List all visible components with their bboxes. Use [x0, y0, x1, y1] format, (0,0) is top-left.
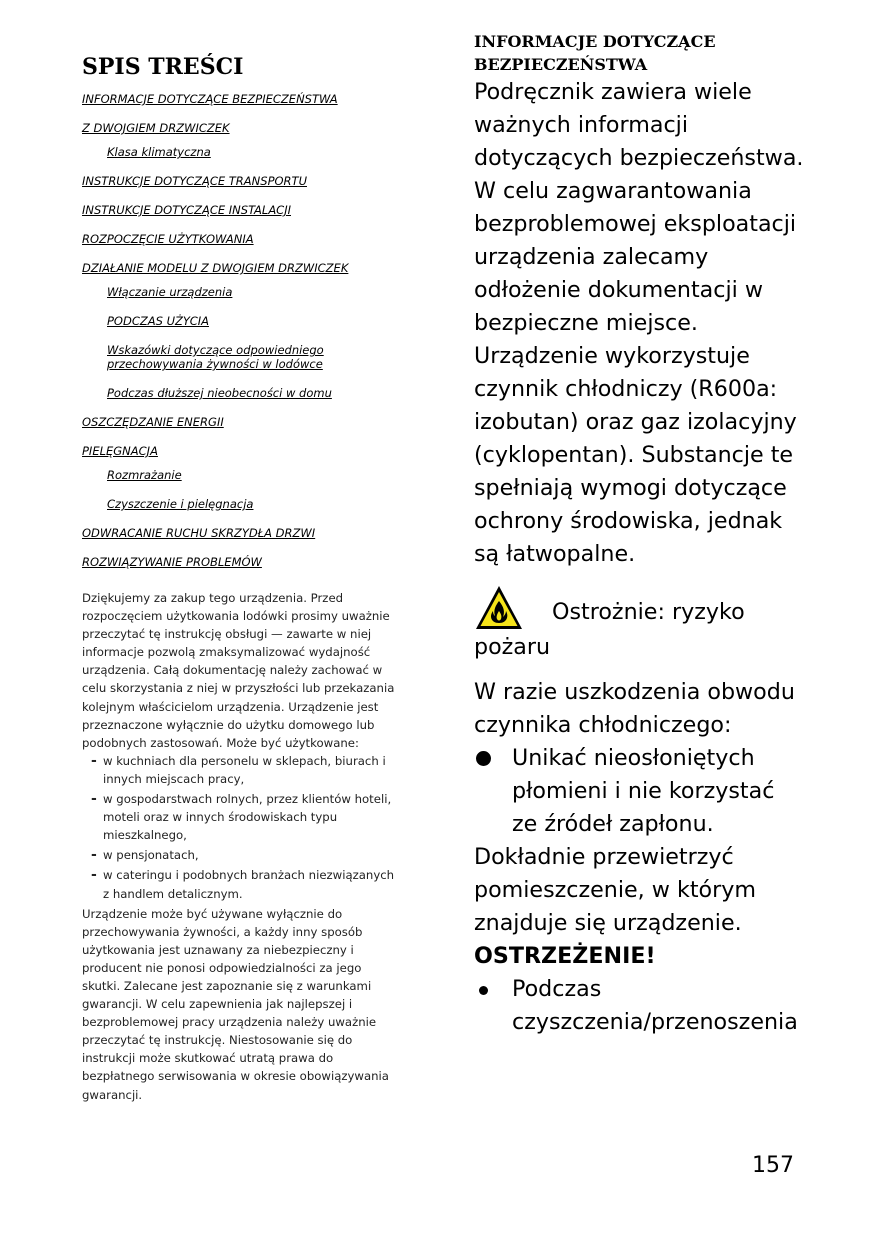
toc-link-transport[interactable]: INSTRUKCJE DOTYCZĄCE TRANSPORTU — [82, 174, 307, 188]
toc-link-cleaning[interactable]: Czyszczenie i pielęgnacja — [107, 497, 254, 511]
intro-paragraph-2: Urządzenie może być używane wyłącznie do przechowywania żywności, a każdy inny sposób użytkowania jest uznawany za niebezpieczny i producent nie ponosi odpowiedzialności za jego skutki. Zalecane jest zapoznanie się z warunkami gwarancji. W celu zapewnienia jak najlepszej i bezproblemowej pracy urządzenia należy uważnie przeczytać tę instrukcję. Niestosowanie się do instrukcji może skutkować utratą prawa do bezpłatnego serwisowania w okresie obowiązywania gwarancji. — [82, 906, 389, 1102]
toc-link-during-use[interactable]: PODCZAS UŻYCIA — [107, 314, 209, 328]
toc-link-getting-started[interactable]: ROZPOCZĘCIE UŻYTKOWANIA — [82, 232, 254, 246]
toc-link-care[interactable]: PIELĘGNACJA — [82, 444, 158, 458]
warning-title: OSTRZEŻENIE! — [474, 943, 656, 969]
warning-label-tail: pożaru — [474, 634, 551, 660]
bullet-icon — [479, 986, 488, 995]
list-item: - w pensjonatach, — [91, 847, 199, 864]
list-item: - w cateringu i podobnych branżach niezwiązanych z handlem detalicznym. — [91, 867, 395, 901]
safety-paragraph: Podręcznik zawiera wiele ważnych informacji dotyczących bezpieczeństwa. W celu zagwarantowania bezproblemowej eksploatacji urządzenia zalecamy odłożenie dokumentacji w bezpieczne miejsce. — [474, 79, 804, 336]
ventilate-paragraph: Dokładnie przewietrzyć pomieszczenie, w którym znajduje się urządzenie. — [474, 844, 756, 936]
toc-link-switching-on[interactable]: Włączanie urządzenia — [107, 285, 233, 299]
bullet-icon — [476, 751, 491, 766]
warning-label: Ostrożnie: ryzyko — [552, 599, 745, 625]
toc-link-energy-saving[interactable]: OSZCZĘDZANIE ENERGII — [82, 415, 224, 429]
toc-link-door-reversal[interactable]: ODWRACANIE RUCHU SKRZYDŁA DRZWI — [82, 526, 316, 540]
page-number: 157 — [752, 1153, 794, 1178]
list-item: Podczas czyszczenia/przenoszenia — [474, 973, 804, 1039]
safety-heading: INFORMACJE DOTYCZĄCE BEZPIECZEŃSTWA — [474, 32, 716, 74]
flammable-warning-icon — [474, 584, 524, 632]
toc-link-climate-class[interactable]: Klasa klimatyczna — [107, 145, 211, 159]
fire-warning — [474, 584, 804, 631]
list-item: - w gospodarstwach rolnych, przez klientów hoteli, moteli oraz w innych środowiskach typu mieszkalnego, — [91, 791, 392, 843]
usage-list — [82, 752, 400, 903]
toc-link-long-absence[interactable]: Podczas dłuższej nieobecności w domu — [107, 386, 332, 400]
intro-text — [82, 589, 400, 1104]
right-column — [474, 30, 804, 1039]
damage-paragraph: W razie uszkodzenia obwodu czynnika chłodniczego: — [474, 679, 795, 738]
toc-link-food-storage-tips[interactable]: Wskazówki dotyczące odpowiedniego przechowywania żywności w lodówce — [107, 343, 324, 371]
list-item: Unikać nieosłoniętych płomieni i nie korzystać ze źródeł zapłonu. — [474, 742, 804, 841]
toc-link-defrosting[interactable]: Rozmrażanie — [107, 468, 182, 482]
toc-link-safety[interactable]: INFORMACJE DOTYCZĄCE BEZPIECZEŃSTWA — [82, 92, 338, 106]
refrigerant-paragraph: Urządzenie wykorzystuje czynnik chłodniczy (R600a: izobutan) oraz gaz izolacyjny (cyklopentan). Substancje te spełniają wymogi dotyczące ochrony środowiska, jednak są łatwopalne. — [474, 343, 797, 567]
left-column — [82, 52, 400, 1104]
toc-link-two-door-operation[interactable]: DZIAŁANIE MODELU Z DWOJGIEM DRZWICZEK — [82, 261, 349, 275]
table-of-contents — [82, 92, 400, 569]
toc-link-two-door[interactable]: Z DWOJGIEM DRZWICZEK — [82, 121, 230, 135]
list-item: - w kuchniach dla personelu w sklepach, biurach i innych miejscach pracy, — [91, 752, 386, 786]
intro-paragraph: Dziękujemy za zakup tego urządzenia. Przed rozpoczęciem użytkowania lodówki prosimy uważnie przeczytać tę instrukcję obsługi — zawarte w niej informacje pozwolą zmaksymalizować wydajność urządzenia. Całą dokumentację należy zachować w celu skorzystania z niej w przyszłości lub przekazania kolejnym właścicielom urządzenia. Urządzenie jest przeznaczone wyłącznie do użytku domowego lub podobnych zastosowań. Może być użytkowane: — [82, 591, 395, 750]
toc-link-troubleshooting[interactable]: ROZWIĄZYWANIE PROBLEMÓW — [82, 555, 262, 569]
toc-title: SPIS TREŚCI — [82, 54, 244, 80]
toc-link-installation[interactable]: INSTRUKCJE DOTYCZĄCE INSTALACJI — [82, 203, 291, 217]
